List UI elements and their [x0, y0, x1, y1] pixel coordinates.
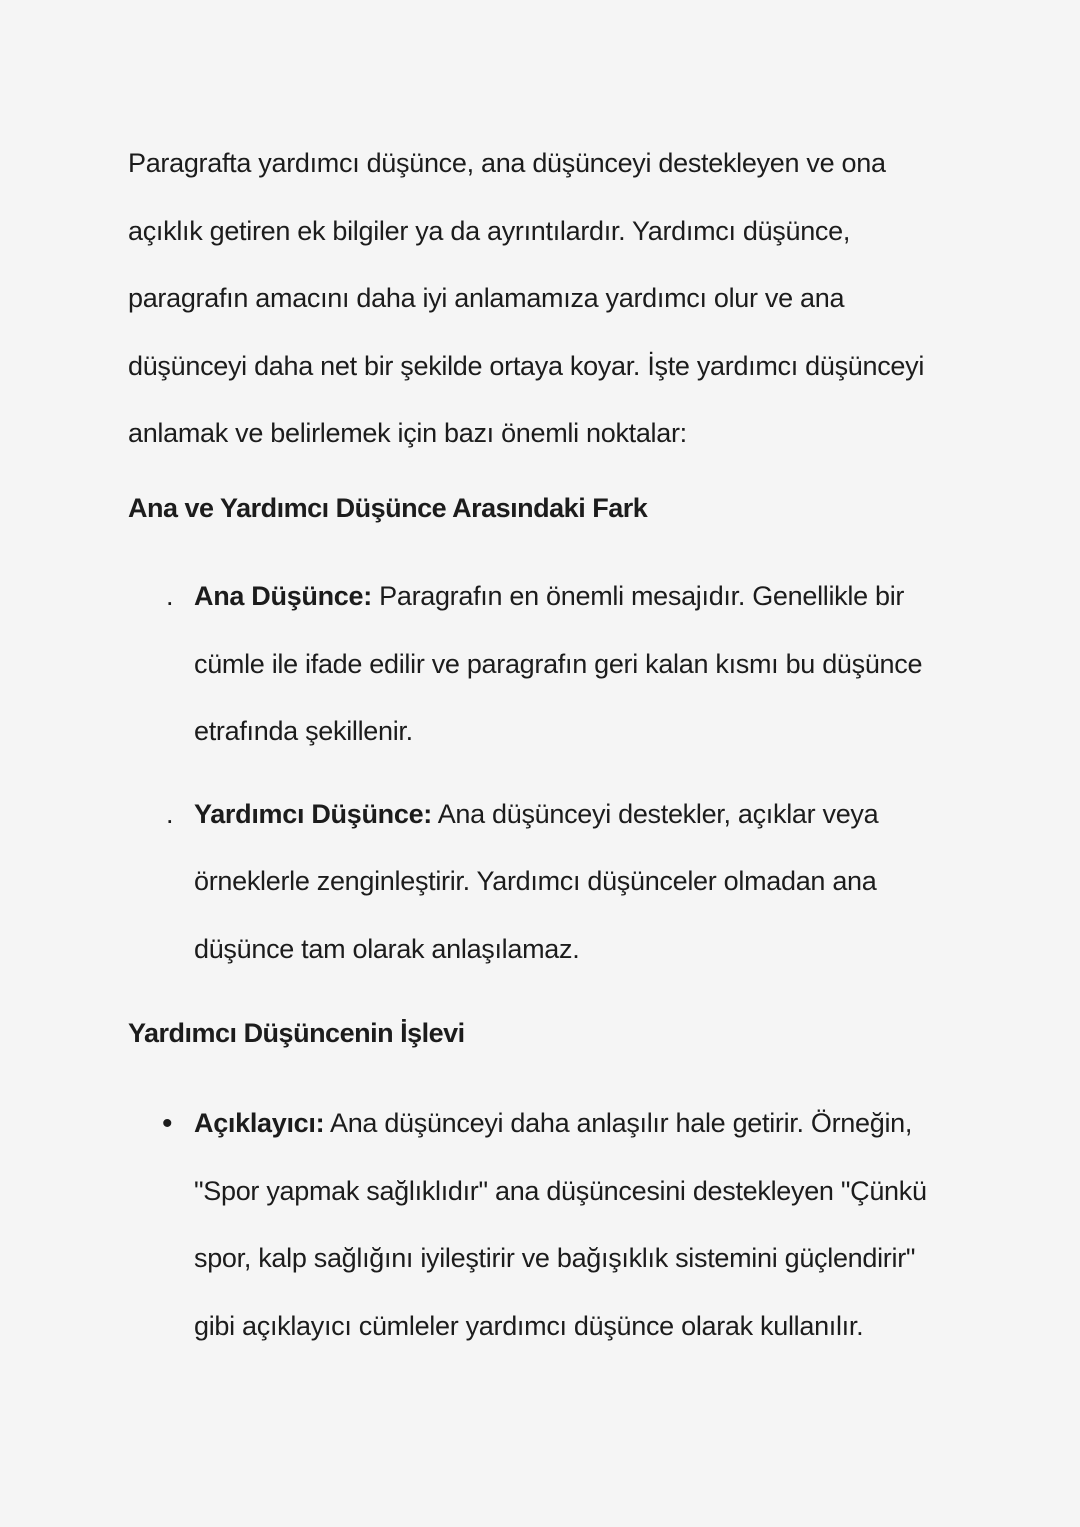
document-page	[128, 130, 958, 1341]
term-label: Yardımcı Düşünce:	[194, 798, 432, 829]
term-description: Ana düşünceyi daha anlaşılır hale getirir. Örneğin, "Spor yapmak sağlıklıdır" ana düşüncesini destekleyen "Çünkü spor, kalp sağlığını iyileştirir ve bağışıklık sistemini güçlendirir" gibi açıklayıcı cümleler yardımcı düşünce olarak kullanılır.	[194, 1108, 927, 1341]
list-item-explanatory	[128, 1090, 958, 1360]
bullet-marker: .	[166, 798, 174, 829]
list-item-main-idea	[128, 563, 958, 766]
function-list	[128, 1090, 958, 1375]
term-label: Açıklayıcı:	[194, 1108, 325, 1138]
bullet-marker: .	[166, 581, 174, 611]
term-label: Ana Düşünce:	[194, 581, 372, 611]
term-description: Paragrafın en önemli mesajıdır. Genellikle bir cümle ile ifade edilir ve paragrafın geri kalan kısmı bu düşünce etrafında şekillenir.	[194, 581, 923, 746]
section-heading-function: Yardımcı Düşüncenin İşlevi	[128, 1018, 465, 1048]
term-description: Ana düşünceyi destekler, açıklar veya örneklerle zenginleştirir. Yardımcı düşünceler olmadan ana düşünce tam olarak anlaşılamaz.	[194, 798, 879, 964]
intro-paragraph: Paragrafta yardımcı düşünce, ana düşünceyi destekleyen ve ona açıklık getiren ek bilgiler ya da ayrıntılardır. Yardımcı düşünce, paragrafın amacını daha iyi anlamamıza yardımcı olur ve ana düşünceyi daha net bir şekilde ortaya koyar. İşte yardımcı düşünceyi anlamak ve belirlemek için bazı önemli noktalar:	[128, 148, 925, 448]
difference-list	[128, 563, 958, 998]
bullet-marker: •	[162, 1107, 173, 1140]
list-item-supporting-idea	[128, 781, 958, 984]
section-heading-difference: Ana ve Yardımcı Düşünce Arasındaki Fark	[128, 493, 648, 523]
